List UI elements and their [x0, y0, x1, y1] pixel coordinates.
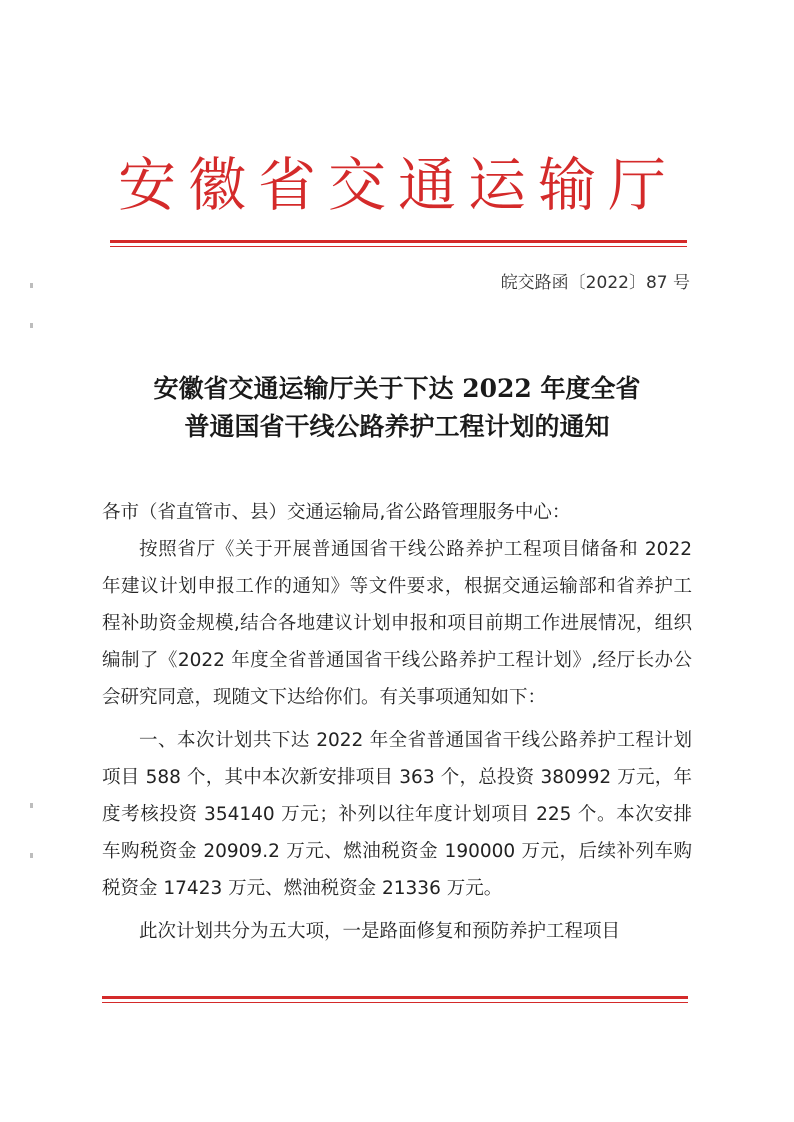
- document-number: 皖交路函〔2022〕87 号: [500, 273, 690, 293]
- scan-mark: [30, 803, 33, 808]
- paragraph-1: 按照省厅《关于开展普通国省干线公路养护工程项目储备和 2022 年建议计划申报工作的通知》等文件要求，根据交通运输部和省养护工程补助资金规模,结合各地建议计划申报和项目前期工作进展情况，组织编制了《2022 年度全省普通国省干线公路养护工程计划》,经厅长办公会研究同意，现随文下达给你们。有关事项通知如下：: [102, 539, 692, 708]
- title-line-1: 安徽省交通运输厅关于下达 2022 年度全省: [153, 374, 641, 403]
- document-body: [102, 494, 692, 950]
- header-red-rule-thin: [110, 246, 687, 247]
- scan-mark: [30, 323, 33, 328]
- paragraph-2: 一、本次计划共下达 2022 年全省普通国省干线公路养护工程计划项目 588 个，其中本次新安排项目 363 个，总投资 380992 万元，年度考核投资 354140 万元；补列以往年度计划项目 225 个。本次安排车购税资金 20909.2 万元、燃油税资金 190000 万元，后续补列车购税资金 17423 万元、燃油税资金 21336 万元。: [102, 730, 692, 899]
- footer-red-rule-thin: [102, 1002, 688, 1003]
- document-title: [100, 370, 694, 446]
- issuing-organization-header: 安徽省交通运输厅: [117, 151, 678, 219]
- title-line-2: 普通国省干线公路养护工程计划的通知: [184, 412, 610, 441]
- header-red-rule: [110, 240, 687, 243]
- scan-mark: [30, 283, 33, 288]
- paragraph-3: 此次计划共分为五大项，一是路面修复和预防养护工程项目: [139, 921, 621, 942]
- footer-red-rule: [102, 996, 688, 999]
- scan-mark: [30, 853, 33, 858]
- salutation: 各市（省直管市、县）交通运输局,省公路管理服务中心：: [102, 502, 571, 523]
